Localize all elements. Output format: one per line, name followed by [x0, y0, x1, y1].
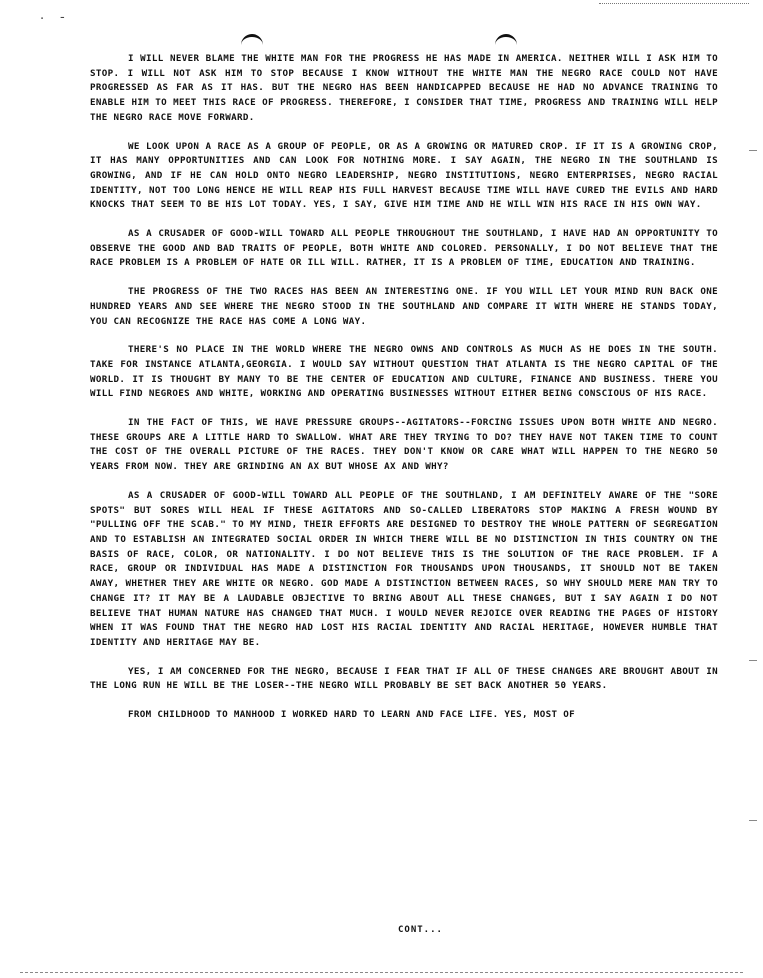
corner-mark: ·	[40, 12, 45, 27]
margin-tick	[749, 660, 757, 661]
paragraph: AS A CRUSADER OF GOOD-WILL TOWARD ALL PEOPLE THROUGHOUT THE SOUTHLAND, I HAVE HAD AN OPPORTUNITY TO OBSERVE THE GOOD AND BAD TRAITS OF PEOPLE, BOTH WHITE AND COLORED. PERSONALLY, I DO NOT BELIEVE THAT THE RACE PROBLEM IS A PROBLEM OF HATE OR ILL WILL. RATHER, IT IS A PROBLEM OF TIME, EDUCATION AND TRAINING.	[90, 228, 718, 269]
binding-arc-left	[241, 34, 263, 49]
corner-dash: -	[60, 10, 65, 25]
paragraph: THERE'S NO PLACE IN THE WORLD WHERE THE NEGRO OWNS AND CONTROLS AS MUCH AS HE DOES IN THE SOUTH. TAKE FOR INSTANCE ATLANTA,GEORGIA. I WOULD SAY WITHOUT QUESTION THAT ATLANTA IS THE NEGRO CAPITAL OF THE WORLD. IT IS THOUGHT BY MANY TO BE THE CENTER OF EDUCATION AND CULTURE, FINANCE AND BUSINESS. THERE YOU WILL FIND NEGROES AND WHITE, WORKING AND OPERATING BUSINESSES WITHOUT EITHER BEING CONSCIOUS OF HIS RACE.	[90, 344, 718, 400]
paragraph: WE LOOK UPON A RACE AS A GROUP OF PEOPLE, OR AS A GROWING OR MATURED CROP. IF IT IS A GROWING CROP, IT HAS MANY OPPORTUNITIES AND CAN LOOK FOR NOTHING MORE. I SAY AGAIN, THE NEGRO IN THE SOUTHLAND IS GROWING, AND IF HE CAN HOLD ONTO NEGRO LEADERSHIP, NEGRO INSTITUTIONS, NEGRO ENTERPRISES, NEGRO RACIAL IDENTITY, NOT TOO LONG HENCE HE WILL REAP HIS FULL HARVEST BECAUSE TIME WILL HAVE CURED THE EVILS AND HARD KNOCKS THAT SEEM TO BE HIS LOT TODAY. YES, I SAY, GIVE HIM TIME AND HE WILL WIN HIS RACE IN HIS OWN WAY.	[90, 140, 718, 211]
top-edge-line	[599, 3, 749, 4]
paragraph: I WILL NEVER BLAME THE WHITE MAN FOR THE PROGRESS HE HAS MADE IN AMERICA. NEITHER WILL I ASK HIM TO STOP. I WILL NOT ASK HIM TO STOP BECAUSE I KNOW WITHOUT THE WHITE MAN THE NEGRO RACE COULD NOT HAVE PROGRESSED AS FAR AS IT HAS. BUT THE NEGRO HAS BEEN HANDICAPPED BECAUSE HE HAD NO ADVANCE TRAINING TO ENABLE HIM TO MEET THIS RACE OF PROGRESS. THEREFORE, I CONSIDER THAT TIME, PROGRESS AND TRAINING WILL HELP THE NEGRO RACE MOVE FORWARD.	[90, 53, 718, 123]
paragraph: FROM CHILDHOOD TO MANHOOD I WORKED HARD TO LEARN AND FACE LIFE. YES, MOST OF	[128, 709, 575, 721]
paragraph: YES, I AM CONCERNED FOR THE NEGRO, BECAUSE I FEAR THAT IF ALL OF THESE CHANGES ARE BROUGHT ABOUT IN THE LONG RUN HE WILL BE THE LOSER--THE NEGRO WILL PROBABLY BE SET BACK ANOTHER 50 YEARS.	[90, 665, 718, 692]
margin-tick	[749, 150, 757, 151]
binding-arc-right	[495, 34, 517, 49]
paragraph: AS A CRUSADER OF GOOD-WILL TOWARD ALL PEOPLE OF THE SOUTHLAND, I AM DEFINITELY AWARE OF THE "SORE SPOTS" BUT SORES WILL HEAL IF THESE AGITATORS AND SO-CALLED LIBERATORS STOP MAKING A FRESH WOUND BY "PULLING OFF THE SCAB." TO MY MIND, THEIR EFFORTS ARE DESIGNED TO DESTROY THE WHOLE PATTERN OF SEGREGATION AND TO ESTABLISH AN INTEGRATED SOCIAL ORDER IN WHICH THERE WILL BE NO DISTINCTION IN THIS COUNTRY ON THE BASIS OF RACE, COLOR, OR NATIONALITY. I DO NOT BELIEVE THIS IS THE SOLUTION OF THE RACE PROBLEM. IF A RACE, GROUP OR INDIVIDUAL HAS MADE A DISTINCTION FOR THOUSANDS UPON THOUSANDS, IT SHOULD NOT BE TAKEN AWAY, WHETHER THEY ARE WHITE OR NEGRO. GOD MADE A DISTINCTION BETWEEN RACES, SO WHY SHOULD MERE MAN TRY TO CHANGE IT? IT MAY BE A LAUDABLE OBJECTIVE TO BRING ABOUT ALL THESE CHANGES, BUT I SAY AGAIN I DO NOT BELIEVE THAT HUMAN NATURE HAS CHANGED THAT MUCH. I WOULD NEVER REJOICE OVER READING THE PAGES OF HISTORY WHEN IT WAS FOUND THAT THE NEGRO HAD LOST HIS RACIAL IDENTITY AND RACIAL HERITAGE, HOWEVER HUMBLE THAT IDENTITY AND HERITAGE MAY BE.	[90, 489, 718, 648]
document-body	[90, 52, 718, 737]
continuation-marker: CONT...	[398, 925, 443, 935]
bottom-edge-line	[20, 972, 743, 973]
margin-tick	[749, 820, 757, 821]
paragraph: IN THE FACT OF THIS, WE HAVE PRESSURE GROUPS--AGITATORS--FORCING ISSUES UPON BOTH WHITE AND NEGRO. THESE GROUPS ARE A LITTLE HARD TO SWALLOW. WHAT ARE THEY TRYING TO DO? THEY HAVE NOT TAKEN TIME TO COUNT THE COST OF THE OVERALL PICTURE OF THE RACES. THEY DON'T KNOW OR CARE WHAT WILL HAPPEN TO THE NEGRO 50 YEARS FROM NOW. THEY ARE GRINDING AN AX BUT WHOSE AX AND WHY?	[90, 417, 718, 473]
paragraph: THE PROGRESS OF THE TWO RACES HAS BEEN AN INTERESTING ONE. IF YOU WILL LET YOUR MIND RUN BACK ONE HUNDRED YEARS AND SEE WHERE THE NEGRO STOOD IN THE SOUTHLAND AND COMPARE IT WITH WHERE HE STANDS TODAY, YOU CAN RECOGNIZE THE RACE HAS COME A LONG WAY.	[90, 286, 718, 327]
